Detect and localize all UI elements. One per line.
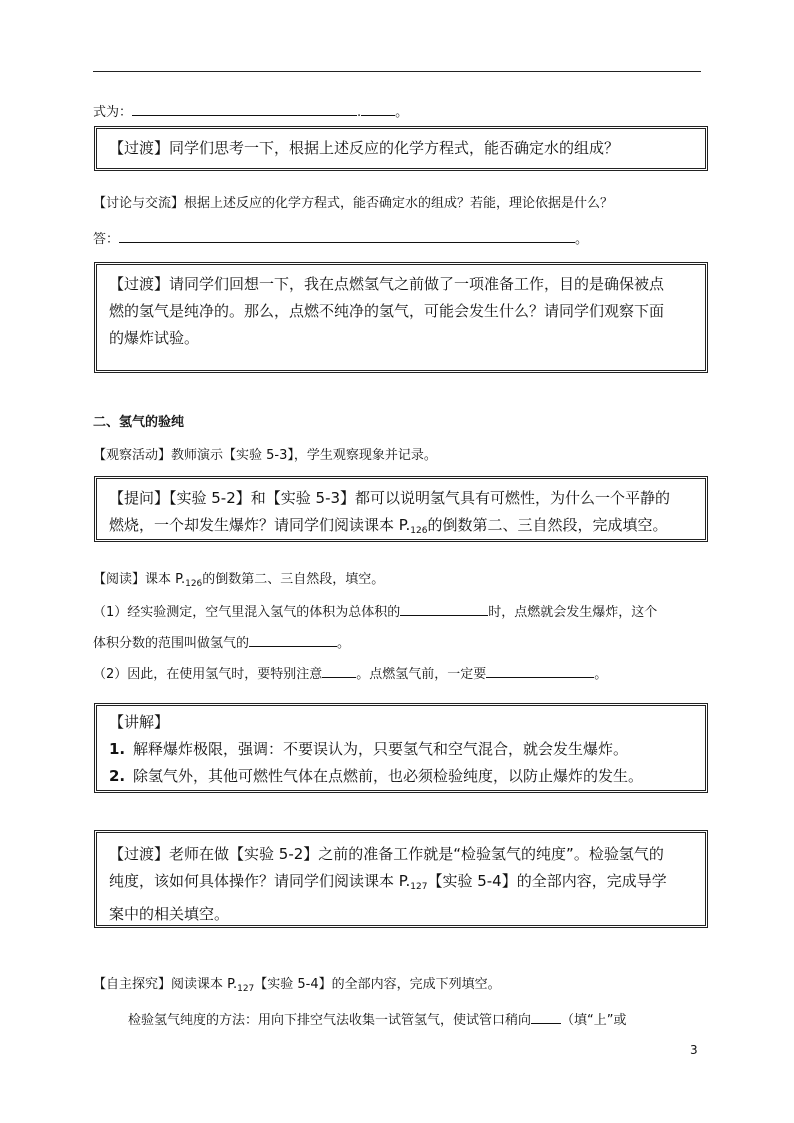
explanation-item-2 — [109, 763, 693, 790]
transition-3-page-sub: 127 — [410, 882, 428, 892]
answer-line — [93, 228, 588, 250]
item-number-2: 2. — [109, 767, 126, 785]
q1-b: 时，点燃就会发生爆炸，这个 — [488, 605, 658, 620]
answer-end: 。 — [575, 232, 589, 247]
question-line-2-a: 燃烧，一个却发生爆炸？请同学们阅读课本 P. — [109, 516, 411, 534]
question-line-2-b: 的倒数第二、三自然段，完成填空。 — [427, 516, 668, 534]
explore-b: 【实验 5-4】的全部内容，完成下列填空。 — [254, 977, 501, 992]
q1-line-2 — [93, 632, 350, 654]
reading-page-sub: 126 — [185, 579, 203, 589]
q2-line — [93, 663, 607, 685]
formula-end: 。 — [395, 105, 409, 120]
transition-3-line-1: 【过渡】老师在做【实验 5-2】之前的准备工作就是“检验氢气的纯度”。检验氢气的 — [109, 845, 664, 863]
transition-box-3 — [94, 830, 708, 928]
method-blank[interactable] — [531, 1009, 561, 1024]
explanation-item-1 — [109, 736, 693, 763]
formula-blank-2[interactable] — [361, 101, 395, 116]
item-number-1: 1. — [109, 740, 126, 758]
answer-label: 答： — [93, 232, 120, 247]
transition-box-2 — [94, 262, 708, 373]
question-line-1: 【提问】【实验 5-2】和【实验 5-3】都可以说明氢气具有可燃性，为什么一个平静的 — [109, 489, 671, 507]
answer-blank[interactable] — [119, 228, 575, 243]
item-text-2: 除氢气外，其他可燃性气体在点燃前，也必须检验纯度，以防止爆炸的发生。 — [133, 767, 644, 785]
q1-blank-1[interactable] — [400, 601, 488, 616]
q2-b: 。点燃氢气前，一定要 — [356, 667, 487, 682]
page-number: 3 — [690, 1043, 698, 1057]
transition-3-line-2-b: 【实验 5-4】的全部内容，完成导学 — [427, 872, 667, 890]
formula-blank[interactable] — [132, 101, 357, 116]
transition-3-line-2 — [109, 868, 693, 901]
transition-3-line-2-a: 纯度，该如何具体操作？请同学们阅读课本 P. — [109, 872, 411, 890]
observe-line: 【观察活动】教师演示【实验 5-3】，学生观察现象并记录。 — [93, 448, 437, 463]
section-title: 二、氢气的验纯 — [93, 415, 185, 430]
method-line — [128, 1009, 627, 1031]
reading-line — [93, 570, 384, 594]
q1-d: 。 — [337, 636, 351, 651]
question-box — [94, 476, 708, 542]
reading-b: 的倒数第二、三自然段，填空。 — [202, 572, 385, 587]
transition-2-line-2: 燃的氢气是纯净的。那么，点燃不纯净的氢气，可能会发生什么？请同学们观察下面 — [109, 302, 665, 320]
reading-a: 【阅读】课本 P. — [93, 572, 186, 587]
q2-a: （2）因此，在使用氢气时，要特别注意 — [93, 667, 323, 682]
q2-c: 。 — [594, 667, 608, 682]
discussion-line: 【讨论与交流】根据上述反应的化学方程式，能否确定水的组成？若能，理论依据是什么？ — [93, 196, 614, 211]
q1-blank-2[interactable] — [249, 632, 337, 647]
q1-a: （1）经实验测定，空气里混入氢气的体积为总体积的 — [93, 605, 401, 620]
explanation-box — [94, 703, 708, 793]
question-line-2 — [109, 512, 693, 545]
method-a: 检验氢气纯度的方法：用向下排空气法收集一试管氢气，使试管口稍向 — [128, 1013, 532, 1028]
q2-blank-2[interactable] — [486, 663, 594, 678]
q1-c: 体积分数的范围叫做氢气的 — [93, 636, 250, 651]
explanation-title: 【讲解】 — [109, 713, 170, 731]
transition-2-line-3: 的爆炸试验。 — [109, 329, 200, 347]
formula-dot: . — [357, 105, 362, 120]
q2-blank-1[interactable] — [322, 663, 356, 678]
transition-2-line-1: 【过渡】请同学们回想一下，我在点燃氢气之前做了一项准备工作，目的是确保被点 — [109, 275, 665, 293]
transition-box-1 — [94, 126, 708, 171]
q1-line-1 — [93, 601, 657, 623]
question-page-sub: 126 — [410, 526, 428, 536]
formula-line — [93, 101, 408, 123]
explore-line — [93, 975, 501, 999]
explore-page-sub: 127 — [237, 984, 255, 994]
item-text-1: 解释爆炸极限，强调：不要误认为，只要氢气和空气混合，就会发生爆炸。 — [133, 740, 629, 758]
explore-a: 【自主探究】阅读课本 P. — [93, 977, 238, 992]
transition-3-line-3: 案中的相关填空。 — [109, 905, 230, 923]
method-b: （填“上”或 — [561, 1013, 627, 1028]
transition-text-1: 【过渡】同学们思考一下，根据上述反应的化学方程式，能否确定水的组成？ — [109, 139, 620, 157]
formula-label: 式为： — [93, 105, 133, 120]
header-rule — [93, 71, 701, 72]
